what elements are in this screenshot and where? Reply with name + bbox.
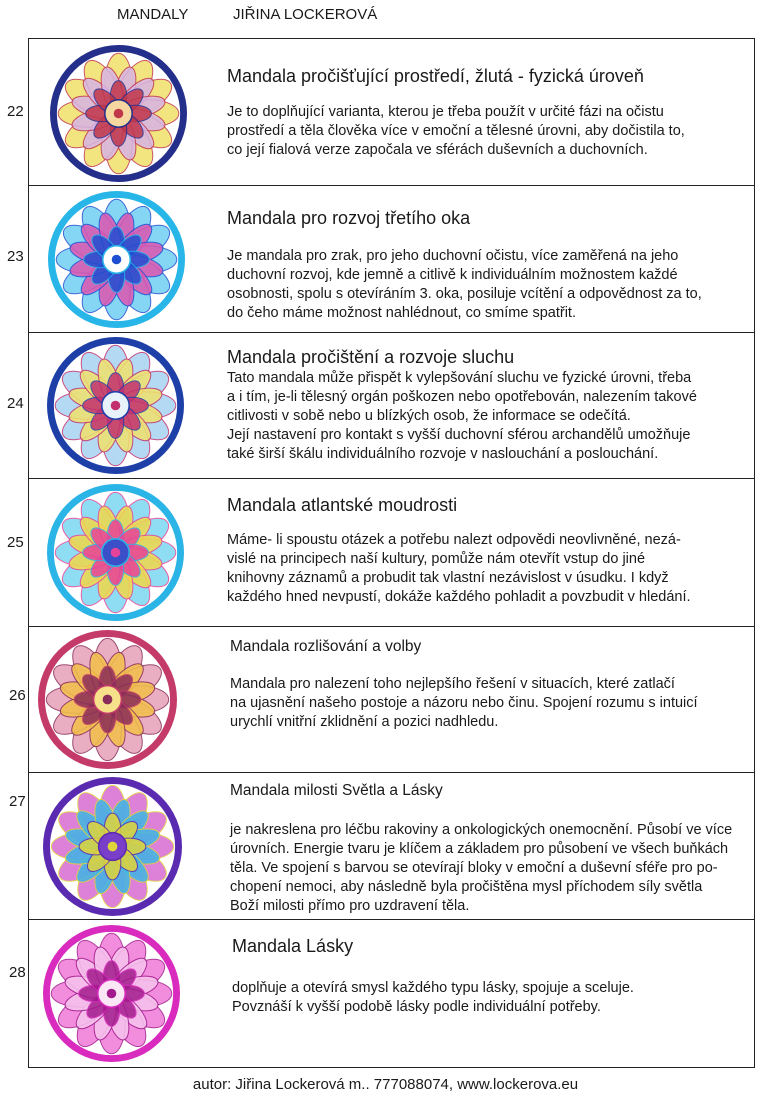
mandala-image — [46, 189, 187, 330]
mandala-image — [41, 923, 182, 1064]
row-title: Mandala pro rozvoj třetího oka — [227, 208, 471, 228]
row-number: 28 — [9, 964, 26, 981]
table-row — [7, 186, 755, 333]
footer-author-contact: autor: Jiřina Lockerová m.. 777088074, www.lockerova.eu — [192, 1076, 579, 1093]
table-row — [9, 920, 755, 1068]
mandala-image — [36, 628, 179, 771]
mandala-image — [48, 43, 189, 184]
mandala-image — [45, 482, 186, 623]
row-title: Mandala Lásky — [232, 936, 354, 956]
table-row — [7, 333, 755, 479]
row-number: 24 — [7, 395, 24, 412]
header-author: JIŘINA LOCKEROVÁ — [233, 6, 378, 23]
table-row — [7, 479, 755, 627]
row-description: Tato mandala může přispět k vylepšování sluchu ve fyzické úrovni, třeba a i tím, je-li tělesný orgán poškozen nebo opotřebován, nalezením takové citlivosti v sobě nebo u blízkých osob, že informace se odečítá. Její nastavení pro kontakt s vyšší duchovní sférou archandělů umožňuje také širší škálu individuálního rozvoje v naslouchání a poslouchání. — [227, 370, 697, 462]
row-number: 27 — [9, 793, 26, 810]
row-title: Mandala milosti Světla a Lásky — [230, 782, 443, 799]
row-number: 23 — [7, 248, 24, 265]
row-title: Mandala pročištění a rozvoje sluchu — [227, 347, 515, 367]
row-description: Máme- li spoustu otázek a potřebu nalezt odpovědi neovlivněné, nezá- vislé na principech naší kultury, pomůže nám otevřít vstup do jiné knihovny záznamů a probudit tak vlastní nezávislost v úsudku. I když každého hned nevpustí, dokáže každého pohladit a povzbudit v hledání. — [227, 532, 691, 605]
table-row — [7, 38, 755, 186]
row-number: 22 — [7, 103, 24, 120]
row-title: Mandala pročišťující prostředí, žlutá - fyzická úroveň — [227, 66, 644, 86]
row-description: Mandala pro nalezení toho nejlepšího řešení v situacích, které zatlačí na ujasnění našeho postoje a názoru nebo činu. Spojení rozumu s intuicí urychlí vnitřní zklidnění a pozici nadhledu. — [230, 676, 698, 730]
row-description: je nakreslena pro léčbu rakoviny a onkologických onemocnění. Působí ve více úrovních. Energie tvaru je klíčem a základem pro působení ve všech buňkách těla. Ve spojení s barvou se otevírají bloky v emoční a duševní sféře pro po- chopení nemoci, aby následně byla pročištěna mysl příchodem síly světla Boží milosti přímo pro uzdravení těla. — [230, 822, 733, 914]
header-left: MANDALY — [117, 6, 189, 23]
mandala-table — [7, 38, 757, 1068]
table-row — [9, 627, 755, 773]
row-description: doplňuje a otevírá smysl každého typu lásky, spojuje a sceluje. Povznáší k vyšší podobě lásky podle individuální potřeby. — [232, 980, 634, 1015]
row-description: Je to doplňující varianta, kterou je třeba použít v určité fázi na očistu prostředí a těla člověka více v emoční a tělesné úrovni, aby dočistila to, co její fialová verze započala ve sférách duševních a duchovních. — [227, 104, 685, 158]
row-title: Mandala atlantské moudrosti — [227, 495, 458, 515]
mandala-image — [45, 335, 186, 476]
row-number: 25 — [7, 534, 24, 551]
row-number: 26 — [9, 687, 26, 704]
table-row — [9, 773, 755, 920]
row-description: Je mandala pro zrak, pro jeho duchovní očistu, více zaměřená na jeho duchovní rozvoj, kde jemně a citlivě k individuálním možnostem každé osobnosti, spolu s otevíráním 3. oka, posiluje vcítění a odpovědnost za to, do čeho máme možnost nahlédnout, co smíme spatřit. — [227, 248, 702, 321]
row-title: Mandala rozlišování a volby — [230, 638, 422, 655]
mandala-image — [41, 775, 184, 918]
